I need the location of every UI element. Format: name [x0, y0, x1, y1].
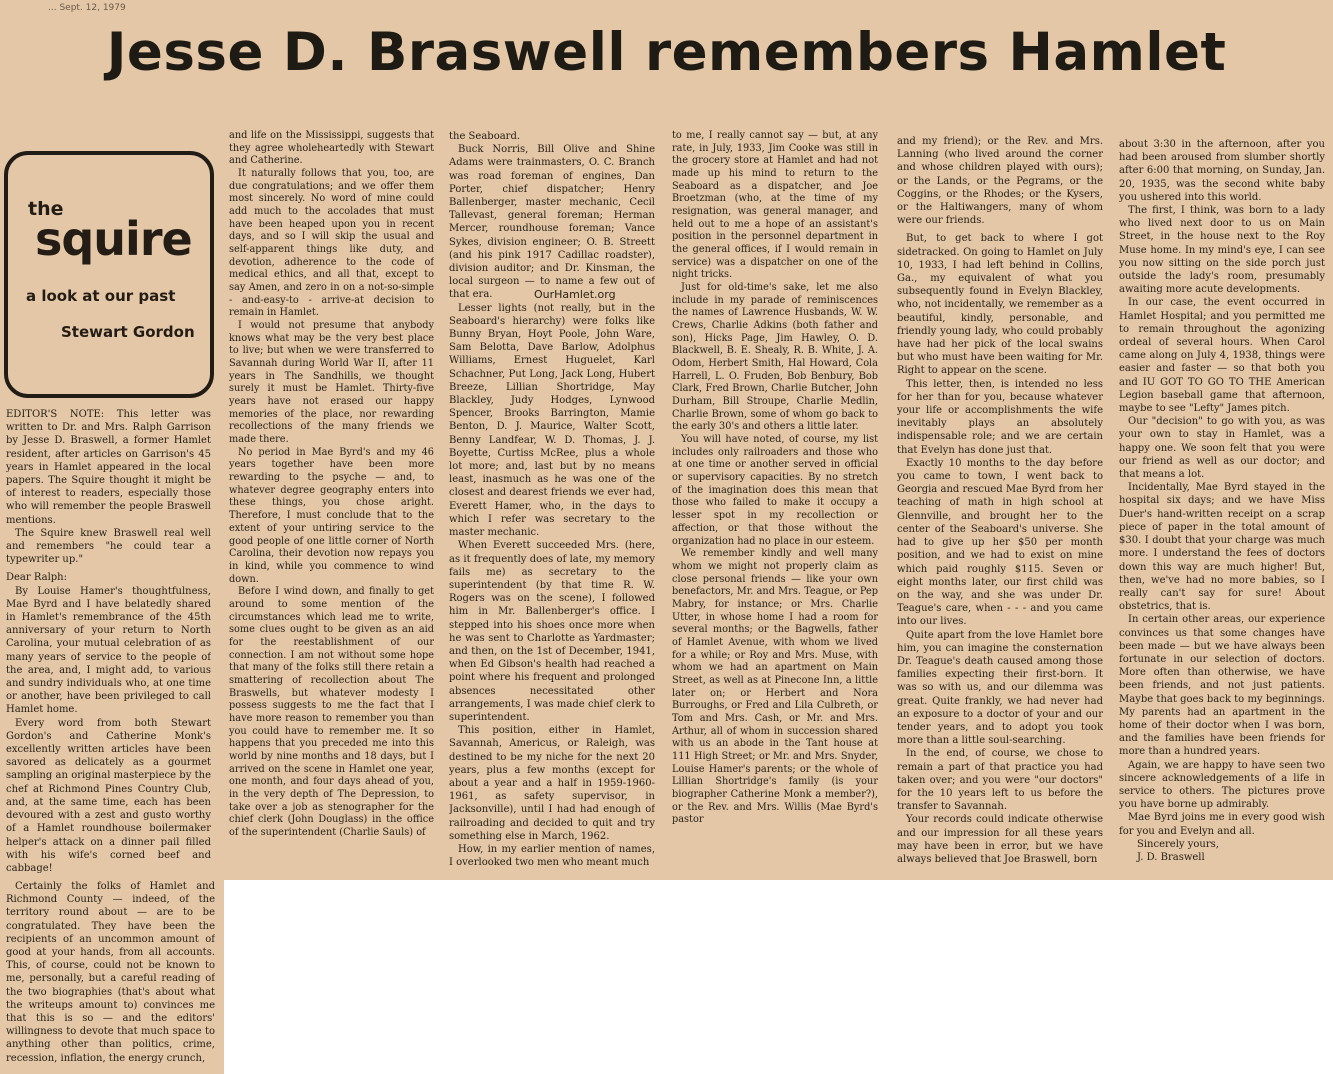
watermark: OurHamlet.org [534, 288, 616, 301]
paragraph: Before I wind down, and finally to get around to some mention of the circumstances which lead me to write, some clues ought to be given as an aid for the reestablishment of our connection. I am not without some hope that many of the folks still there retain a smattering of recollection about The Braswells, but whatever modesty I possess suggests to me the fact that I have more reason to remember you than you could have to remember me. It so happens that you preceded me into this world by nine months and 18 days, but I arrived on the scene in Hamlet one year, one month, and four days ahead of you, in the very depth of The Depression, to take over a job as stenographer for the chief clerk (John Douglass) in the office of the superintendent (Charlie Sauls) of [229, 586, 434, 838]
paragraph: the Seaboard. [449, 131, 521, 142]
paragraph: Buck Norris, Bill Olive and Shine Adams were trainmasters, O. C. Branch was road foreman of engines, Dan Porter, chief dispatcher; Henry Ballenberger, master mechanic, Cecil Tallevast, general foreman; Herman Mercer, roundhouse foreman; Vance Sykes, division engineer; O. B. Streett (and his pink 1917 Cadillac roadster), division auditor; and Dr. Kinsman, the local surgeon — to name a few out of that era. [449, 144, 655, 301]
squire-author: Stewart Gordon [61, 323, 195, 341]
paragraph: Our "decision" to go with you, as was your own to stay in Hamlet, was a happy one. We soon felt that you were our friend as well as our doctor; and that means a lot. [1119, 416, 1325, 481]
column-1-continued [6, 880, 215, 1072]
paragraph: Exactly 10 months to the day before you came to town, I went back to Georgia and rescued Mae Byrd from her teaching of math in high school at Glennville, and brought her to the center of the Seaboard's universe. She had to give up her $50 per month position, and we had to exist on mine which paid roughly $115. Seven or eight months later, our first child was on the way, and she was under Dr. Teague's care, when - - - and you came into our lives. [897, 457, 1103, 628]
paragraph: It naturally follows that you, too, are due congratulations; and we offer them most sincerely. No word of mine could add much to the accolades that must have been heaped upon you in recent days, and so I will skip the usual and self-apparent things like duty, and devotion, adherence to the code of medical ethics, and all that, except to say Amen, and zero in on a not-so-simple - and-easy-to - arrive-at decision to remain in Hamlet. [229, 168, 434, 319]
paragraph: The Squire knew Braswell real well and remembers "he could tear a typewriter up." [6, 527, 211, 566]
paragraph: This position, either in Hamlet, Savannah, Americus, or Raleigh, was destined to be my niche for the next 20 years, plus a few months (except for about a year and a half in 1959-1960-1961, as safety supervisor, in Jacksonville), until I had had enough of railroading and decided to quit and try something else in March, 1962. [449, 725, 655, 842]
paragraph: No period in Mae Byrd's and my 46 years together have been more rewarding to the psyche — and, to whatever degree geography enters into these things, you chose aright. Therefore, I must conclude that to the extent of your untiring service to the good people of one little corner of North Carolina, their devotion now repays you in kind, while you commence to wind down. [229, 446, 434, 585]
column-6 [1119, 138, 1325, 878]
salutation: Dear Ralph: [6, 572, 67, 584]
squire-name: squire [35, 212, 192, 266]
column-2 [229, 130, 434, 878]
signature: J. D. Braswell [1137, 851, 1205, 863]
column-3 [449, 130, 655, 878]
paragraph: By Louise Hamer's thoughtfulness, Mae Byrd and I have belatedly shared in Hamlet's remembrance of the 45th anniversary of your return to North Carolina, your mutual celebration of as many years of service to the people of the area, and, I might add, to various and sundry individuals who, at one time or another, have been privileged to call Hamlet home. [6, 585, 211, 716]
paragraph: Mae Byrd joins me in every good wish for you and Evelyn and all. [1119, 812, 1325, 837]
paragraph: Lesser lights (not really, but in the Seaboard's hierarchy) were folks like Bunny Bryan, Hoyt Poole, John Ware, Sam Belotta, Dave Barlow, Adolphus Williams, Ernest Huguelet, Karl Schachner, Put Long, Jack Long, Hubert Breeze, Lillian Shortridge, May Blackley, Judy Hodges, Lynwood Spencer, Brooks Barrington, Mamie Benton, D. J. Maurice, Walter Scott, Benny Landfear, W. D. Thomas, J. J. Boyette, Curtiss McRee, plus a whole lot more; and, last but by no means least, inasmuch as he was one of the closest and dearest friends we ever had, Everett Hamer, who, in the days to which I refer was secretary to the master mechanic. [449, 302, 655, 539]
squire-tagline: a look at our past [26, 287, 176, 305]
paragraph: and life on the Mississippi, suggests that they agree wholeheartedly with Stewart and Catherine. [229, 130, 434, 167]
paragraph: When Everett succeeded Mrs. (here, as it frequently does of late, my memory fails me) as secretary to the superintendent (by that time R. W. Rogers was on the scene), I followed him in Mr. Ballenberger's office. I stepped into his shoes once more when he was sent to Charlotte as Yardmaster; and then, on the 1st of December, 1941, when Ed Gibson's health had reached a point where his frequent and prolonged absences necessitated other arrangements, I was made chief clerk to superintendent. [449, 540, 655, 723]
paragraph: You will have noted, of course, my list includes only railroaders and those who at one time or another served in official or supervisory capacities. By no stretch of the imagination does this mean that those who failed to make it occupy a lesser spot in my recollection or affection, or that those without the organization had no place in our esteem. [672, 434, 878, 547]
column-5 [897, 135, 1103, 878]
paragraph: In our case, the event occurred in Hamlet Hospital; and you permitted me to remain throughout the agonizing ordeal of several hours. When Carol came along on July 4, 1938, things were easier and faster — so that both you and IU GOT TO GO TO THE American Legion baseball game that afternoon, maybe to see "Lefty" James pitch. [1119, 297, 1325, 415]
paragraph: We remember kindly and well many whom we might not properly claim as close personal friends — like your own benefactors, Mr. and Mrs. Teague, or Pep Mabry, for instance; or Mrs. Charlie Utter, in whose home I had a room for several months; or the Bagwells, father of Hamlet Avenue, with whom we lived for a while; or Roy and Mrs. Muse, with whom we had an apartment on Main Street, as well as at Pinecone Inn, a little later on; or Herbert and Nora Burroughs, or Fred and Lila Culbreth, or Tom and Mrs. Cash, or Mr. and Mrs. Arthur, all of whom in succession shared with us an abode in the Tant house at 111 High Street; or Mr. and Mrs. Snyder, Louise Hamer's parents; or the whole of Lillian Shortridge's family (is your biographer Catherine Monk a member?), or the Rev. and Mrs. Willis (Mae Byrd's pastor [672, 548, 878, 826]
date-line: ... Sept. 12, 1979 [48, 3, 126, 13]
closing: Sincerely yours, [1137, 838, 1219, 850]
paragraph: How, in my earlier mention of names, I overlooked two men who meant much [449, 843, 655, 869]
paragraph: In the end, of course, we chose to remain a part of that practice you had taken over; and you were "our doctors" for the 10 years left to us before the transfer to Savannah. [897, 748, 1103, 813]
paragraph: I would not presume that anybody knows what may be the very best place to live; but when we were transferred to Savannah during World War II, after 11 years in The Sandhills, we thought surely it must be Hamlet. Thirty-five years have not erased our happy memories of the place, nor rewarding recollections of the many friends we made there. [229, 320, 434, 446]
paragraph: This letter, then, is intended no less for her than for you, because whatever your life or accomplishments the wife inevitably plays an absolutely indispensable role; and we are certain that Evelyn has done just that. [897, 378, 1103, 456]
editors-note: EDITOR'S NOTE: This letter was written to Dr. and Mrs. Ralph Garrison by Jesse D. Braswell, a former Hamlet resident, after articles on Garrison's 45 years in Hamlet appeared in the local papers. The Squire thought it might be of interest to readers, especially those who will remember the people Braswell mentions. [6, 409, 211, 526]
paragraph: Just for old-time's sake, let me also include in my parade of reminiscences the names of Lawrence Husbands, W. W. Crews, Charlie Adkins (both father and son), Hicks Page, Jim Hawley, O. D. Blackwell, B. E. Shealy, R. B. White, J. A. Odom, Herbert Smith, Hal Howard, Cola Harrell, L. O. Fruden, Bob Benbury, Bob Clark, Fred Brown, Charlie Butcher, John Durham, Bill Stroupe, Charlie Medlin, Charlie Brown, some of whom go back to the early 30's and others a little later. [672, 282, 878, 433]
column-1 [6, 408, 211, 878]
paragraph: and my friend); or the Rev. and Mrs. Lanning (who lived around the corner and whose children played with ours); or the Lands, or the Pegrams, or the Coggins, or the Rhodes; or the Kysers, or the Haltiwangers, many of whom were our friends. [897, 136, 1103, 227]
column-4 [672, 130, 878, 878]
squire-the: the [28, 198, 64, 220]
paragraph: to me, I really cannot say — but, at any rate, in July, 1933, Jim Cooke was still in the grocery store at Hamlet and had not made up his mind to return to the Seaboard as a dispatcher, and Joe Broetzman (who, at the time of my resignation, was general manager, and held out to me a hope of an assistant's position in the personnel department in the general offices, if I would remain in service) was a dispatcher on one of the night tricks. [672, 130, 878, 281]
paragraph: Quite apart from the love Hamlet bore him, you can imagine the consternation Dr. Teague's death caused among those families expecting their first-born. It was so with us, and our dilemma was great. Quite frankly, we had never had an exposure to a doctor of your and our tender years, and to adopt you took more than a little soul-searching. [897, 629, 1103, 747]
paragraph: Again, we are happy to have seen two sincere acknowledgements of a life in service to others. The pictures prove you have borne up admirably. [1119, 759, 1325, 811]
paragraph: But, to get back to where I got sidetracked. On going to Hamlet on July 10, 1933, I had left behind in Collins, Ga., my equivalent of what you subsequently found in Evelyn Blackley, who, not incidentally, we remember as a beautiful, kindly, personable, and friendly young lady, who could probably have had her pick of the local swains but who must have been waiting for Mr. Right to appear on the scene. [897, 233, 1103, 377]
paragraph: Incidentally, Mae Byrd stayed in the hospital six days; and we have Miss Duer's hand-written receipt on a scrap piece of paper in the total amount of $30. I doubt that your charge was much more. I understand the fees of doctors down this way are much higher! But, then, we've had no more babies, so I really can't say for sure! About obstetrics, that is. [1119, 482, 1325, 613]
paragraph: The first, I think, was born to a lady who lived next door to us on Main Street, in the house next to the Roy Muse home. In my mind's eye, I can see you now sitting on the side porch just outside the lady's room, presumably awaiting more acute developments. [1119, 205, 1325, 296]
paragraph: Certainly the folks of Hamlet and Richmond County — indeed, of the territory round about — are to be congratulated. They have been the recipients of an uncommon amount of good at your hands, from all accounts. This, of course, could not be known to me, personally, but a careful reading of the two biographies (that's about what the writeups amount to) convinces me that this is so — and the editors' willingness to devote that much space to anything other than politics, crime, recession, inflation, the energy crunch, [6, 881, 215, 1064]
squire-column-logo [4, 151, 214, 398]
paragraph: Every word from both Stewart Gordon's and Catherine Monk's excellently written articles have been savored as delicately as a gourmet sampling an original masterpiece by the chef at Richmond Pines Country Club, and, at the same time, each has been devoured with a zest and gusto worthy of a Hamlet roundhouse boilermaker helper's attack on a dinner pail filled with his wife's corned beef and cabbage! [6, 717, 211, 874]
paragraph: Your records could indicate otherwise and our impression for all these years may have been in error, but we have always believed that Joe Braswell, born [897, 814, 1103, 865]
paragraph: In certain other areas, our experience convinces us that some changes have been made — but we have always been fortunate in our selection of doctors. More often than otherwise, we have been friends, and not just patients. Maybe that goes back to my beginnings. My parents had an apartment in the home of their doctor when I was born, and the families have been friends for more than a hundred years. [1119, 614, 1325, 758]
paragraph: about 3:30 in the afternoon, after you had been aroused from slumber shortly after 6:00 that morning, on Sunday, Jan. 20, 1935, was the second white baby you ushered into this world. [1119, 139, 1325, 203]
headline: Jesse D. Braswell remembers Hamlet [106, 22, 1227, 83]
